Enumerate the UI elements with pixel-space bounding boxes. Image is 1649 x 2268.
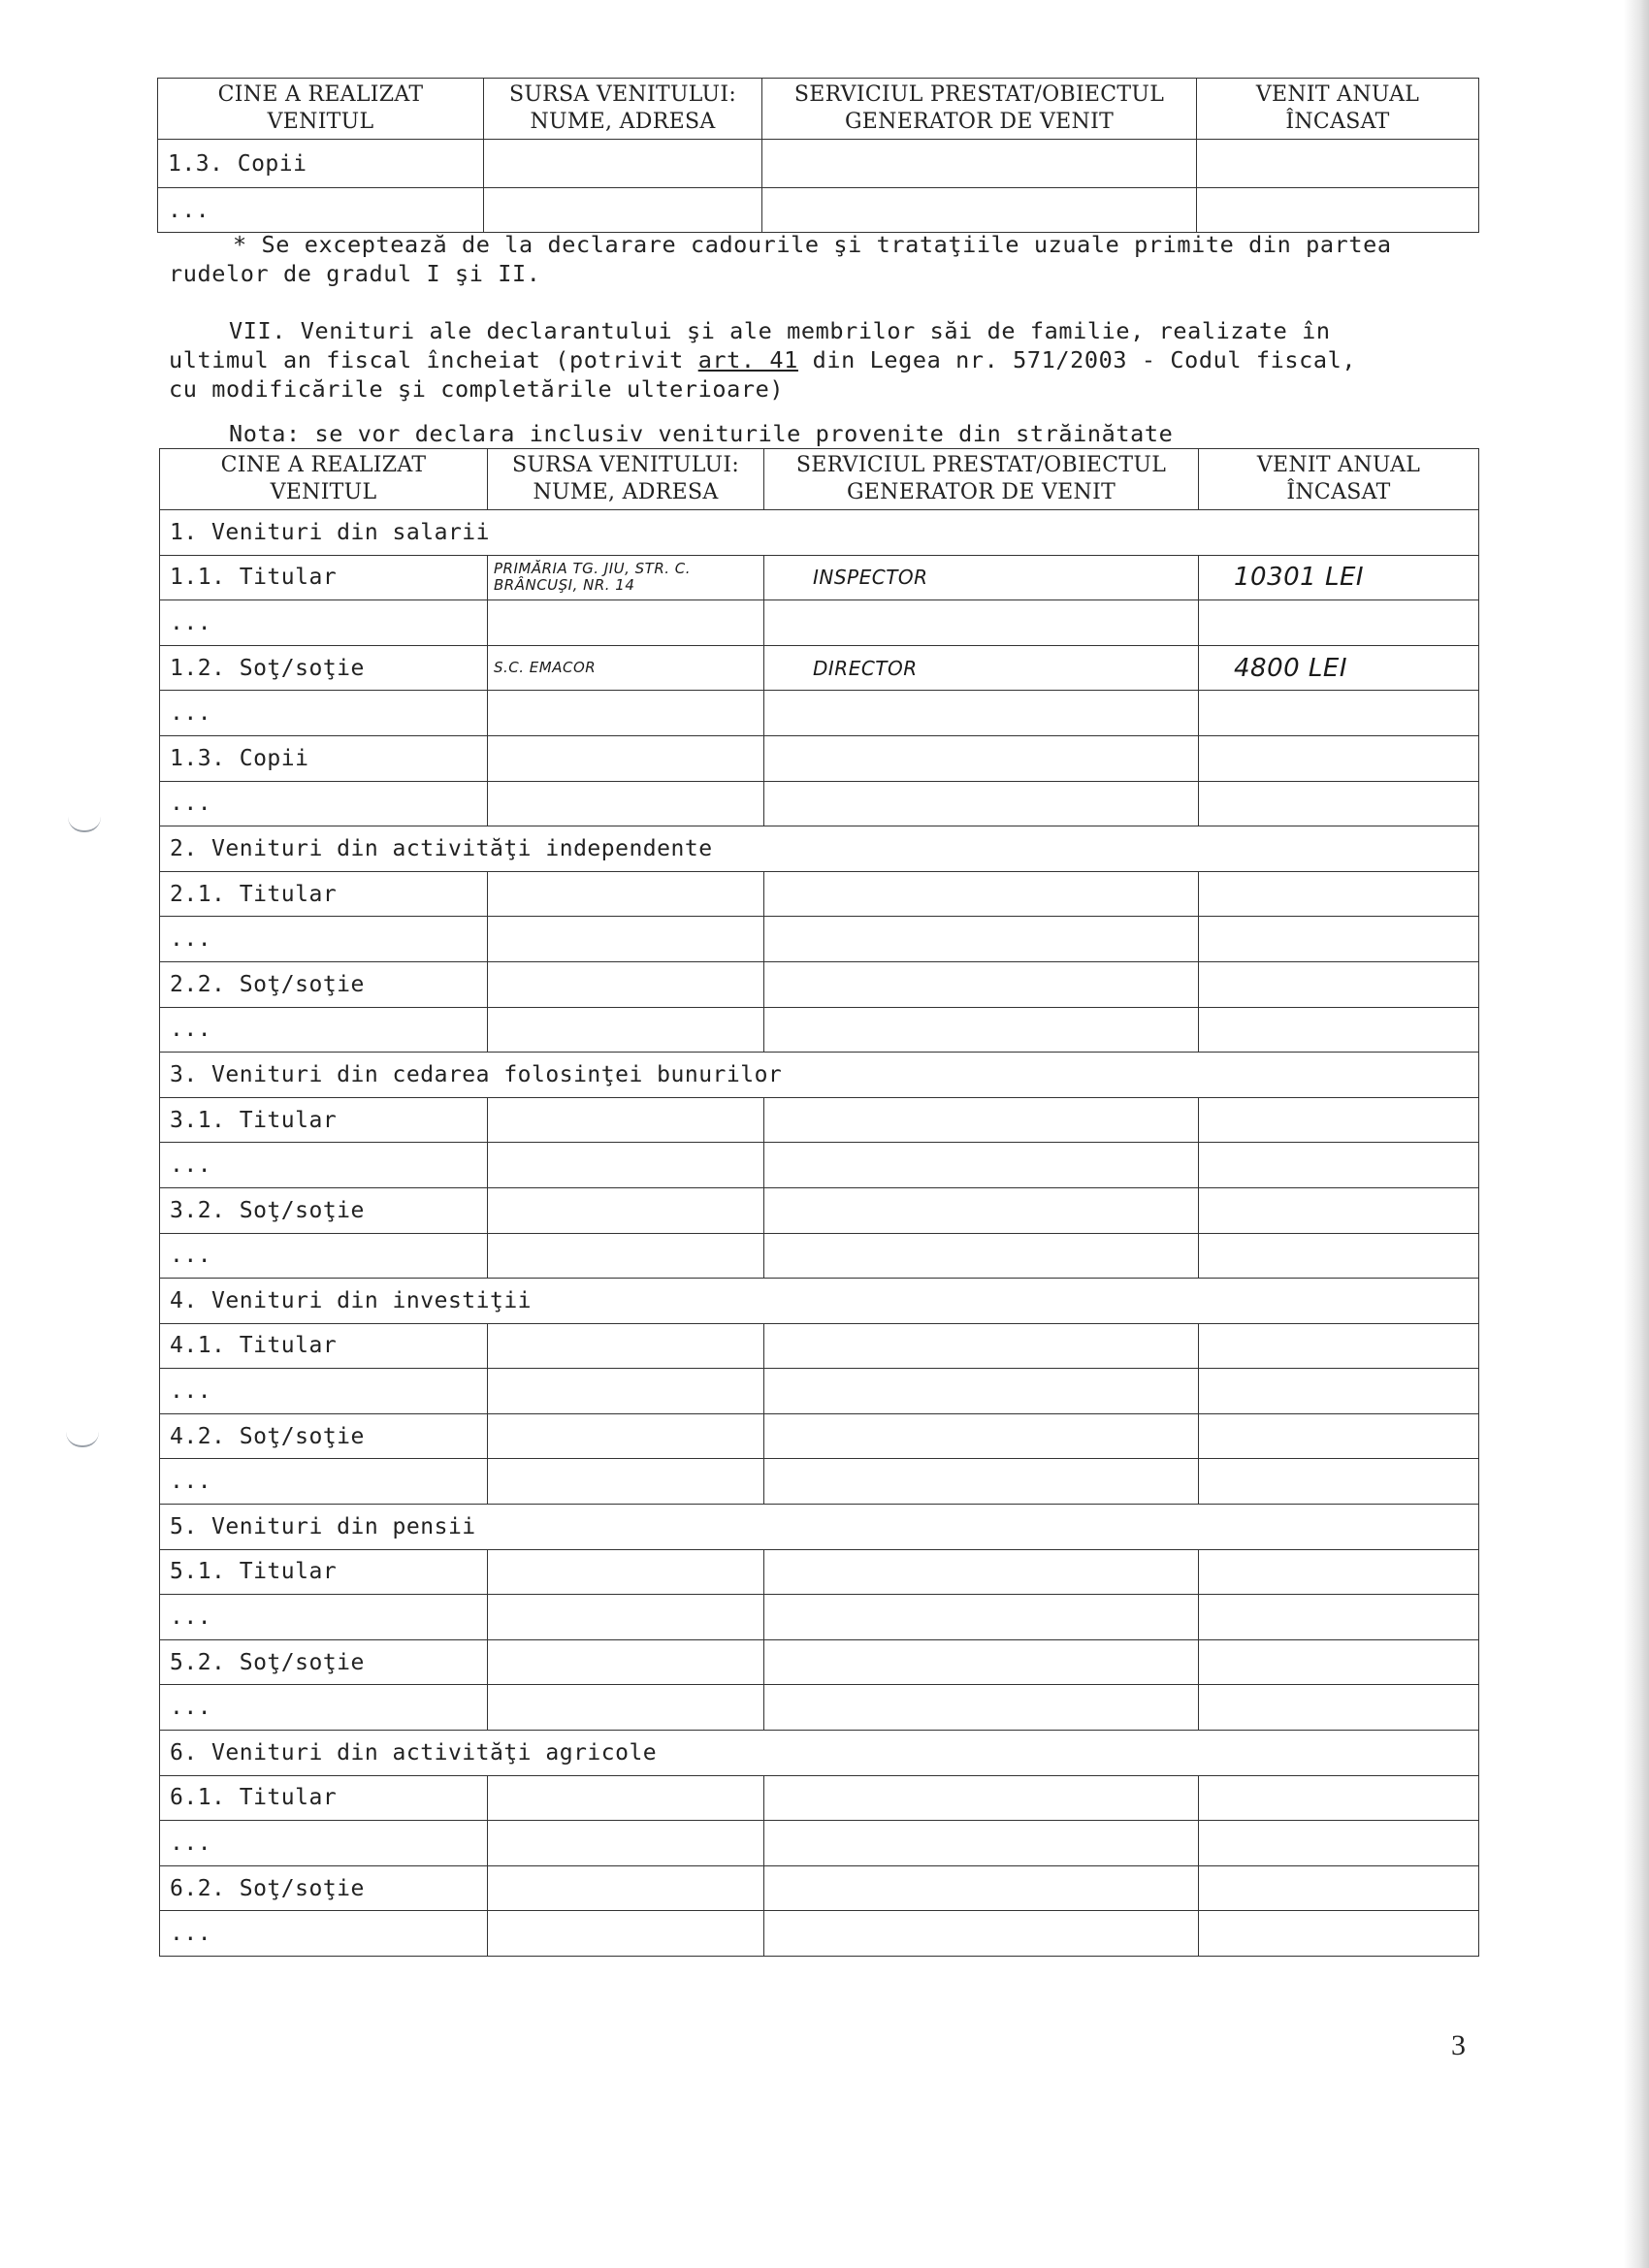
cell-venit[interactable] [1199,1911,1479,1957]
cell-serviciu[interactable] [762,140,1197,188]
cell-serviciu[interactable] [764,1821,1199,1866]
cell-sursa[interactable] [484,188,762,233]
table-row [160,1233,1479,1279]
header-text: SERVICIUL PRESTAT/OBIECTUL [795,453,1167,477]
cell-sursa[interactable] [488,1775,764,1821]
table-row [160,1369,1479,1414]
category-title: 3. Venituri din cedarea folosinţei bunurilor [160,1053,1479,1098]
footnote-line-1: * Se exceptează de la declarare cadourile şi trataţiile uzuale primite din partea [233,231,1392,258]
row-label: ... [160,1369,488,1414]
cell-venit[interactable] [1199,871,1479,917]
cell-sursa[interactable] [488,735,764,781]
cell-venit[interactable] [1199,961,1479,1007]
header-text: VENIT ANUAL [1255,82,1420,107]
header-text: GENERATOR DE VENIT [844,110,1115,134]
header-text: CINE A REALIZAT [217,82,424,107]
section-vii-line-2-pre: ultimul an fiscal încheiat (potrivit [169,346,698,373]
table-row [160,917,1479,962]
cell-sursa[interactable] [488,917,764,962]
cell-sursa[interactable] [488,1143,764,1188]
cell-sursa[interactable] [488,1413,764,1459]
cell-sursa[interactable] [488,1369,764,1414]
cell-sursa[interactable] [488,961,764,1007]
header-text: ÎNCASAT [1285,110,1390,134]
income-table-continued [157,78,1479,233]
header-text: NUME, ADRESA [530,110,716,134]
cell-venit[interactable] [1199,1143,1479,1188]
cell-sursa[interactable] [488,600,764,646]
cell-venit[interactable] [1199,1865,1479,1911]
table-row [160,735,1479,781]
table-row [160,781,1479,826]
table-row [160,1007,1479,1053]
section-vii-line-2 [169,345,1356,374]
cell-sursa[interactable] [488,1549,764,1595]
law-article-link[interactable]: art. 41 [697,346,798,373]
table-row [158,188,1479,233]
cell-sursa[interactable] [488,1097,764,1143]
cell-sursa[interactable] [488,1007,764,1053]
table-row [160,645,1479,691]
cell-sursa[interactable] [488,1639,764,1685]
cell-serviciu[interactable] [764,1639,1199,1685]
row-label: ... [160,781,488,826]
cell-serviciu[interactable] [764,781,1199,826]
cell-sursa[interactable] [488,1911,764,1957]
category-title: 2. Venituri din activităţi independente [160,826,1479,872]
header-venit [1199,449,1479,510]
section-vii-line-2-post: din Legea nr. 571/2003 - Codul fiscal, [797,346,1357,373]
table-row [160,1323,1479,1369]
row-label: 5.1. Titular [160,1549,488,1595]
cell-venit[interactable] [1199,600,1479,646]
section-vii-line-3: cu modificările şi completările ulterioare) [169,375,785,403]
cell-venit[interactable] [1199,1639,1479,1685]
cell-serviciu[interactable] [764,691,1199,736]
cell-serviciu[interactable] [764,1459,1199,1505]
category-title: 4. Venituri din investiţii [160,1279,1479,1324]
cell-sursa[interactable]: PRIMĂRIA TG. JIU, STR. C. BRÂNCUŞI, NR. 14 [488,555,764,600]
row-label: 6.2. Soţ/soţie [160,1865,488,1911]
category-row [160,510,1479,556]
cell-serviciu[interactable] [764,1097,1199,1143]
cell-serviciu[interactable] [764,1323,1199,1369]
row-label: 2.2. Soţ/soţie [160,961,488,1007]
cell-venit[interactable] [1199,1007,1479,1053]
cell-venit[interactable] [1199,1233,1479,1279]
cell-sursa[interactable] [488,1595,764,1640]
cell-sursa[interactable]: S.C. EMACOR [488,645,764,691]
table-row [160,1911,1479,1957]
page-number: 3 [1451,2029,1466,2061]
cell-venit[interactable] [1199,1187,1479,1233]
scan-blot [66,1432,99,1447]
row-label: 1.1. Titular [160,555,488,600]
cell-serviciu[interactable] [764,1369,1199,1414]
cell-sursa[interactable] [488,1685,764,1731]
cell-venit[interactable] [1199,781,1479,826]
cell-serviciu[interactable] [764,1911,1199,1957]
row-label: 4.2. Soţ/soţie [160,1413,488,1459]
category-row [160,1279,1479,1324]
row-label: 1.3. Copii [160,735,488,781]
cell-sursa[interactable] [488,1233,764,1279]
row-label: ... [160,1595,488,1640]
scan-blot [68,817,101,832]
table-row [160,1685,1479,1731]
cell-serviciu[interactable] [764,1233,1199,1279]
cell-venit[interactable] [1199,917,1479,962]
category-row [160,1731,1479,1776]
cell-venit[interactable] [1199,1821,1479,1866]
cell-venit[interactable] [1199,691,1479,736]
row-label: ... [160,1911,488,1957]
header-text: SERVICIUL PRESTAT/OBIECTUL [793,82,1165,107]
row-label: 6.1. Titular [160,1775,488,1821]
cell-serviciu[interactable] [764,961,1199,1007]
row-label: ... [160,917,488,962]
header-text: VENITUL [270,480,377,504]
table-row [160,600,1479,646]
income-table [159,448,1479,1957]
cell-serviciu[interactable] [764,1413,1199,1459]
cell-serviciu[interactable] [764,1007,1199,1053]
page-edge-shadow [1624,0,1649,2268]
header-serviciu [762,79,1197,140]
table-header-row [158,79,1479,140]
cell-sursa[interactable] [488,1821,764,1866]
cell-serviciu[interactable] [762,188,1197,233]
cell-sursa[interactable] [488,1187,764,1233]
cell-venit[interactable] [1199,1549,1479,1595]
footnote-line-2: rudelor de gradul I şi II. [169,260,541,287]
row-label: ... [160,1007,488,1053]
cell-sursa[interactable] [488,1323,764,1369]
row-label: 2.1. Titular [160,871,488,917]
cell-serviciu[interactable]: DIRECTOR [764,645,1199,691]
cell-venit[interactable] [1197,188,1479,233]
cell-serviciu[interactable] [764,1595,1199,1640]
row-label: ... [160,600,488,646]
cell-sursa[interactable] [488,691,764,736]
cell-serviciu[interactable] [764,1143,1199,1188]
cell-serviciu[interactable] [764,1865,1199,1911]
table-row [160,1413,1479,1459]
table-row [160,1865,1479,1911]
cell-venit[interactable] [1199,1775,1479,1821]
category-title: 6. Venituri din activităţi agricole [160,1731,1479,1776]
cell-serviciu[interactable] [764,1549,1199,1595]
header-sursa [488,449,764,510]
table-row [158,140,1479,188]
cell-serviciu[interactable]: INSPECTOR [764,555,1199,600]
header-venit [1197,79,1479,140]
nota-line: Nota: se vor declara inclusiv veniturile provenite din străinătate [229,420,1174,447]
row-label: 5.2. Soţ/soţie [160,1639,488,1685]
cell-venit[interactable] [1199,1595,1479,1640]
header-serviciu [764,449,1199,510]
table-row [160,961,1479,1007]
cell-venit[interactable] [1199,735,1479,781]
row-label: 1.2. Soţ/soţie [160,645,488,691]
header-text: SURSA VENITULUI: [511,453,740,477]
cell-venit[interactable]: 10301 LEI [1199,555,1479,600]
row-label: ... [158,188,484,233]
cell-venit[interactable] [1199,1459,1479,1505]
row-label: ... [160,1685,488,1731]
table-row [160,1097,1479,1143]
header-cine [160,449,488,510]
category-title: 5. Venituri din pensii [160,1505,1479,1550]
header-text: CINE A REALIZAT [220,453,427,477]
cell-venit[interactable] [1197,140,1479,188]
header-text: GENERATOR DE VENIT [846,480,1116,504]
cell-serviciu[interactable] [764,735,1199,781]
cell-serviciu[interactable] [764,1685,1199,1731]
cell-venit[interactable] [1199,1413,1479,1459]
table-row [160,1459,1479,1505]
table-row [160,1595,1479,1640]
row-label: 3.2. Soţ/soţie [160,1187,488,1233]
cell-serviciu[interactable] [764,917,1199,962]
header-sursa [484,79,762,140]
category-row [160,826,1479,872]
table-row [160,1549,1479,1595]
table-row [160,1639,1479,1685]
header-cine [158,79,484,140]
row-label: ... [160,691,488,736]
table-row [160,871,1479,917]
category-row [160,1505,1479,1550]
header-text: SURSA VENITULUI: [508,82,737,107]
cell-serviciu[interactable] [764,600,1199,646]
table-header-row [160,449,1479,510]
cell-sursa[interactable] [488,781,764,826]
cell-sursa[interactable] [488,1865,764,1911]
table-row [160,1187,1479,1233]
cell-venit[interactable]: 4800 LEI [1199,645,1479,691]
cell-sursa[interactable] [488,871,764,917]
header-text: VENIT ANUAL [1256,453,1421,477]
cell-serviciu[interactable] [764,871,1199,917]
section-vii-line-1: VII. Venituri ale declarantului şi ale membrilor săi de familie, realizate în [229,317,1331,344]
row-label: ... [160,1233,488,1279]
row-label: ... [160,1459,488,1505]
table-row [160,1143,1479,1188]
cell-venit[interactable] [1199,1369,1479,1414]
table-row [160,691,1479,736]
table-row [160,1821,1479,1866]
row-label: 3.1. Titular [160,1097,488,1143]
row-label: ... [160,1143,488,1188]
header-text: ÎNCASAT [1286,480,1391,504]
cell-venit[interactable] [1199,1685,1479,1731]
header-text: NUME, ADRESA [533,480,719,504]
row-label: 1.3. Copii [158,140,484,188]
header-text: VENITUL [267,110,374,134]
cell-sursa[interactable] [484,140,762,188]
category-title: 1. Venituri din salarii [160,510,1479,556]
cell-serviciu[interactable] [764,1775,1199,1821]
row-label: 4.1. Titular [160,1323,488,1369]
cell-serviciu[interactable] [764,1187,1199,1233]
category-row [160,1053,1479,1098]
cell-venit[interactable] [1199,1097,1479,1143]
cell-venit[interactable] [1199,1323,1479,1369]
table-row [160,1775,1479,1821]
cell-sursa[interactable] [488,1459,764,1505]
row-label: ... [160,1821,488,1866]
table-row [160,555,1479,600]
